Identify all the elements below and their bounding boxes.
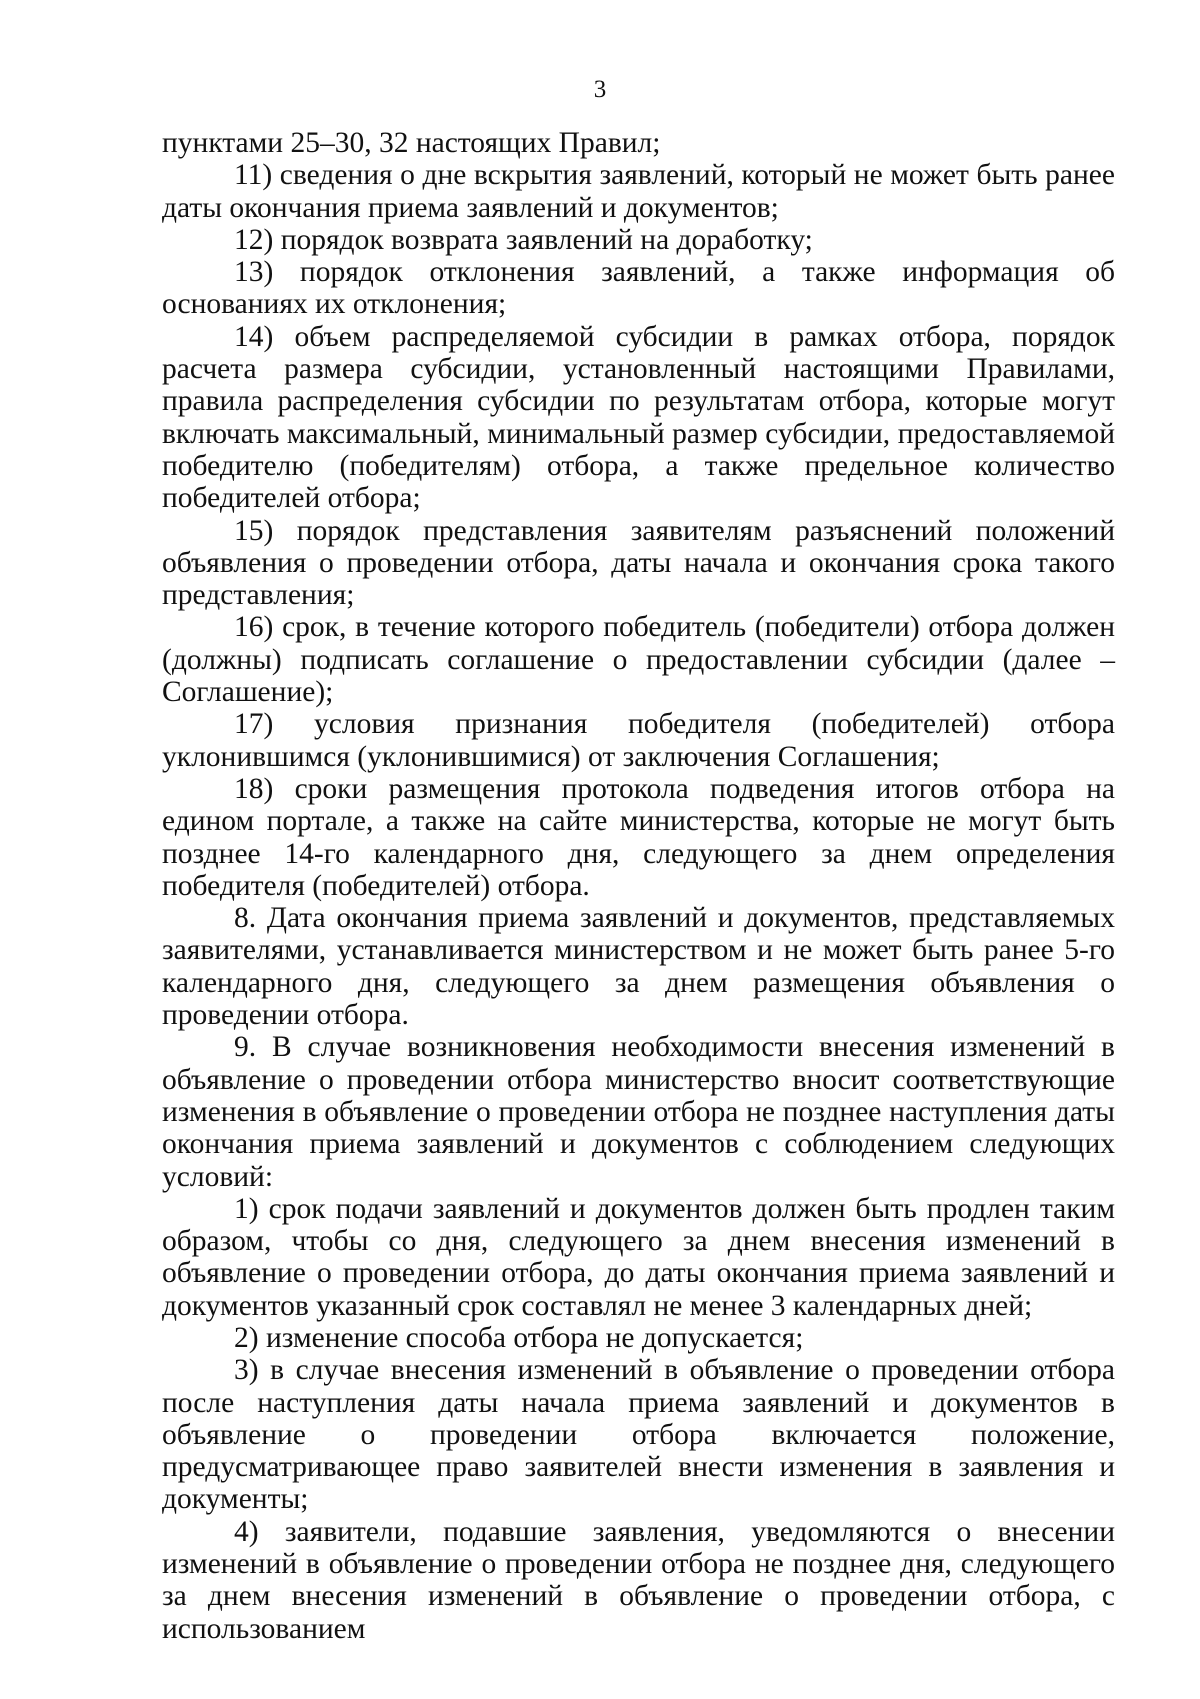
paragraph-item-18: 18) сроки размещения протокола подведения итогов отбора на едином портале, а также на сайте министерства, которые не могут быть позднее 14-го календарного дня, следующего за днем определения победителя (победителей) отбора. <box>162 772 1115 902</box>
paragraph-item-11: 11) сведения о дне вскрытия заявлений, который не может быть ранее даты окончания приема заявлений и документов; <box>162 159 1115 224</box>
paragraph-condition-2: 2) изменение способа отбора не допускается; <box>234 1321 804 1354</box>
paragraph-item-17: 17) условия признания победителя (победителей) отбора уклонившимся (уклонившимися) от заключения Соглашения; <box>162 708 1115 773</box>
paragraph-item-12: 12) порядок возврата заявлений на доработку; <box>234 223 813 256</box>
page-number: 3 <box>593 76 607 103</box>
document-body <box>162 127 1115 1645</box>
paragraph-clause-9: 9. В случае возникновения необходимости внесения изменений в объявление о проведении отбора министерство вносит соответствующие изменения в объявление о проведении отбора не позднее наступления даты окончания приема заявлений и документов с соблюдением следующих условий: <box>162 1031 1115 1193</box>
paragraph-condition-3: 3) в случае внесения изменений в объявление о проведении отбора после наступления даты начала приема заявлений и документов в объявление о проведении отбора включается положение, предусматривающее право заявителей внести изменения в заявления и документы; <box>162 1354 1115 1516</box>
paragraph-condition-1: 1) срок подачи заявлений и документов должен быть продлен таким образом, чтобы со дня, следующего за днем внесения изменений в объявление о проведении отбора, до даты окончания приема заявлений и документов указанный срок составлял не менее 3 календарных дней; <box>162 1192 1115 1322</box>
paragraph-condition-4: 4) заявители, подавшие заявления, уведомляются о внесении изменений в объявление о проведении отбора не позднее дня, следующего за днем внесения изменений в объявление о проведении отбора, с использованием <box>162 1515 1115 1645</box>
paragraph-item-16: 16) срок, в течение которого победитель (победители) отбора должен (должны) подписать соглашение о предоставлении субсидии (далее – Соглашение); <box>162 611 1115 709</box>
paragraph-clause-8: 8. Дата окончания приема заявлений и документов, представляемых заявителями, устанавливается министерством и не может быть ранее 5-го календарного дня, следующего за днем размещения объявления о проведении отбора. <box>162 902 1115 1032</box>
paragraph-continuation: пунктами 25–30, 32 настоящих Правил; <box>162 127 661 159</box>
paragraph-item-14: 14) объем распределяемой субсидии в рамках отбора, порядок расчета размера субсидии, установленный настоящими Правилами, правила распределения субсидии по результатам отбора, которые могут включать максимальный, минимальный размер субсидии, предоставляемой победителю (победителям) отбора, а также предельное количество победителей отбора; <box>162 320 1115 515</box>
paragraph-item-15: 15) порядок представления заявителям разъяснений положений объявления о проведении отбора, даты начала и окончания срока такого представления; <box>162 514 1115 612</box>
paragraph-item-13: 13) порядок отклонения заявлений, а также информация об основаниях их отклонения; <box>162 256 1115 321</box>
